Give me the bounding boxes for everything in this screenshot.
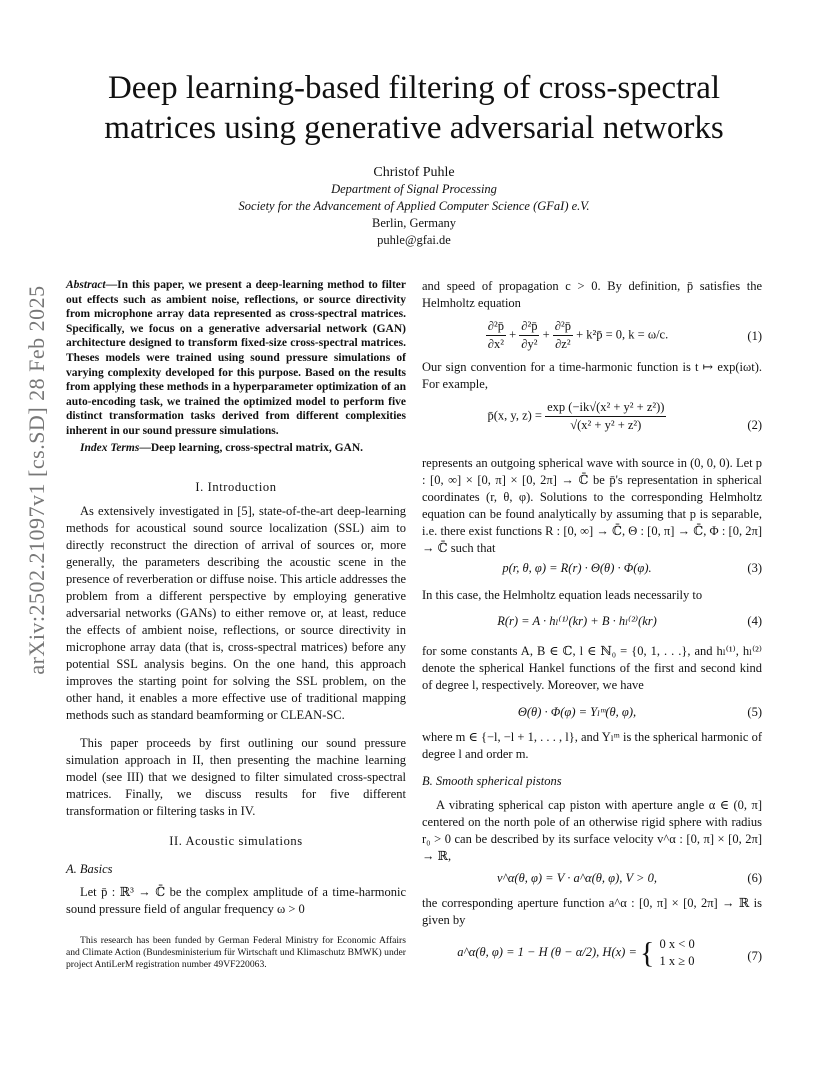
- right-paragraph-8: the corresponding aperture function a^α : [0, π] × [0, 2π] → ℝ is given by: [422, 896, 762, 927]
- subsection-heading-pistons: B. Smooth spherical pistons: [422, 774, 562, 788]
- equation-7-case-1: 0 x < 0: [659, 937, 695, 951]
- equation-4-number: (4): [747, 614, 762, 628]
- equation-1-tail: + k²p̄ = 0, k = ω/c.: [576, 327, 669, 342]
- paper-title: Deep learning-based filtering of cross-spectral matrices using generative adversarial networks: [104, 70, 724, 146]
- subsection-heading-basics: A. Basics: [66, 862, 113, 876]
- equation-3-number: (3): [747, 561, 762, 575]
- right-paragraph-5: for some constants A, B ∈ ℂ, l ∈ ℕ₀ = {0, 1, . . .}, and hₗ⁽¹⁾, hₗ⁽²⁾ denote the spherical Hankel functions of the first and second kind of degree l, respectively. Moreover, we have: [422, 644, 762, 692]
- fraction-d2p-dx2: $\frac{\text{∂²p̄}}{\text{∂x²}}$: [487, 319, 504, 351]
- equation-2-fraction: [545, 399, 666, 434]
- equation-2-numerator: exp (−ik√(x² + y² + z²)): [545, 399, 666, 417]
- footnote: This research has been funded by German Federal Ministry for Economic Affairs and Climate Action (Bundesministerium für Wirtschaft und Klimaschutz BMWK) under project AntiLerM registration number 49VF220063.: [66, 935, 406, 970]
- right-paragraph-1: and speed of propagation c > 0. By definition, p̄ satisfies the Helmholtz equation: [422, 279, 762, 310]
- equation-1-body: $\frac{\text{∂²p̄}}{\text{∂x²}}$ + $\frac{\text{∂²p̄}}{\text{∂y²}}$ + $\frac{\text{∂²p̄}}{\text{∂z²}}$ + k²p̄ = 0, k = ω/c.: [487, 319, 669, 351]
- equation-5-body: Θ(θ) · Φ(φ) = Yₗᵐ(θ, φ),: [517, 705, 637, 719]
- equation-3: [422, 560, 762, 577]
- abstract-text: —In this paper, we present a deep-learning method to filter out effects such as ambient noise, reflections, or source directivity from microphone array data represented as cross-spectral matrices. Specifically, we focus on a generative adversarial network (GAN) architecture designed to transform fixed-size cross-spectral matrices. Theses models were trained using sound pressure simulations of varying complexity developed for this purpose. Based on the results from applying these methods in a hyperparameter optimization of an auto-encoding task, we trained the optimized model to perform five distinct transformation tasks derived from different complexities inherent in our sound pressure simulations.: [66, 279, 406, 437]
- equation-6-number: (6): [747, 871, 762, 885]
- section-heading-introduction: I. Introduction: [195, 480, 277, 494]
- equation-7-body: [422, 936, 732, 970]
- right-paragraph-6: where m ∈ {−l, −l + 1, . . . , l}, and Yₗᵐ is the spherical harmonic of degree l and order m.: [422, 730, 762, 761]
- basics-paragraph: Let p̄ : ℝ³ → ℂ̄ be the complex amplitude of a time-harmonic sound pressure field of angular frequency ω > 0: [66, 885, 406, 916]
- equation-2-denominator: √(x² + y² + z²): [570, 418, 642, 432]
- equation-2-lhs: p̄(x, y, z) =: [487, 408, 542, 423]
- fraction-d2p-dy2: $\frac{\text{∂²p̄}}{\text{∂y²}}$: [521, 319, 538, 351]
- author-society: Society for the Advancement of Applied Computer Science (GFaI) e.V.: [238, 199, 590, 213]
- author-name: Christof Puhle: [373, 165, 455, 180]
- right-paragraph-7: A vibrating spherical cap piston with aperture angle α ∈ (0, π] centered on the north pole of an otherwise rigid sphere with radius r₀ > 0 can be described by its surface velocity v^α : [0, π] × [0, 2π] → ℝ,: [422, 798, 762, 863]
- index-terms-label: Index Terms: [80, 442, 140, 454]
- equation-4-body: R(r) = A · hₗ⁽¹⁾(kr) + B · hₗ⁽²⁾(kr): [497, 614, 657, 628]
- abstract-label: Abstract: [66, 279, 106, 291]
- intro-paragraph-2: This paper proceeds by first outlining our sound pressure simulation approach in II, then presenting the machine learning model (see III) that we designed to filter simulated cross-spectral matrices. Finally, we discuss results for five different transformation or filtering tasks in IV.: [66, 736, 406, 818]
- right-paragraph-2: Our sign convention for a time-harmonic function is t ↦ exp(iωt). For example,: [422, 360, 762, 391]
- author-email[interactable]: puhle@gfai.de: [377, 233, 451, 247]
- abstract: [66, 278, 406, 439]
- equation-2-body: [422, 399, 732, 434]
- intro-paragraph-1: As extensively investigated in [5], state-of-the-art deep-learning methods for acoustical sound source localization (SSL) aim to directly reconstruct the direction of arrival of sources or, more generally, the parameters describing the acoustic scene in the presence of reverberation or diffuse noise. This article addresses the problem from a different perspective by employing generative adversarial networks (GANs) to either remove or, at least, reduce the effects of ambient noise, reflections, or source directivity in microphone array data (that is, cross-spectral matrices) before any potential SSL analysis begins. On the one hand, this approach improves the starting point for solving the SSL problem, on the other hand, it enables a more effective use of traditional mapping methods such as standard beamforming or CLEAN-SC.: [66, 504, 406, 722]
- equation-7: [422, 936, 762, 976]
- right-paragraph-4: In this case, the Helmholtz equation leads necessarily to: [422, 588, 703, 602]
- equation-5-number: (5): [747, 705, 762, 719]
- index-terms-text: —Deep learning, cross-spectral matrix, GAN.: [139, 442, 364, 454]
- equation-7-number: (7): [747, 949, 762, 963]
- equation-7-lhs: a^α(θ, φ) = 1 − H (θ − α/2), H(x) =: [457, 944, 637, 959]
- equation-7-cases: [658, 936, 697, 970]
- equation-5: [422, 704, 762, 721]
- equation-7-case-2: 1 x ≥ 0: [659, 954, 695, 968]
- equation-1: [422, 318, 762, 356]
- equation-3-body: p(r, θ, φ) = R(r) · Θ(θ) · Φ(φ).: [502, 561, 652, 575]
- section-heading-acoustic-simulations: II. Acoustic simulations: [169, 834, 303, 848]
- equation-6-body: v^α(θ, φ) = V · a^α(θ, φ), V > 0,: [497, 871, 657, 885]
- fraction-d2p-dz2: $\frac{\text{∂²p̄}}{\text{∂z²}}$: [554, 319, 571, 351]
- arxiv-identifier: [24, 285, 50, 675]
- equation-2-number: (2): [747, 418, 762, 432]
- equation-6: [422, 870, 762, 887]
- equation-2: [422, 399, 762, 449]
- brace-glyph: {: [640, 936, 655, 970]
- arxiv-identifier-text: arXiv:2502.21097v1 [cs.SD] 28 Feb 2025: [24, 285, 49, 675]
- author-city: Berlin, Germany: [371, 216, 456, 230]
- author-department: Department of Signal Processing: [331, 182, 497, 196]
- index-terms: [66, 441, 406, 456]
- right-paragraph-3: represents an outgoing spherical wave with source in (0, 0, 0). Let p : [0, ∞] × [0, π] × [0, 2π] → ℂ̄ be p̄'s representation in spherical coordinates (r, θ, φ). Solutions to the corresponding Helmholtz equation can be found analytically by assuming that p is separable, i.e. there exist functions R : [0, ∞] → ℂ̄, Θ : [0, π] → ℂ̄, Φ : [0, 2π] → ℂ̄ such that: [422, 456, 762, 555]
- equation-4: [422, 613, 762, 630]
- equation-1-number: (1): [747, 329, 762, 343]
